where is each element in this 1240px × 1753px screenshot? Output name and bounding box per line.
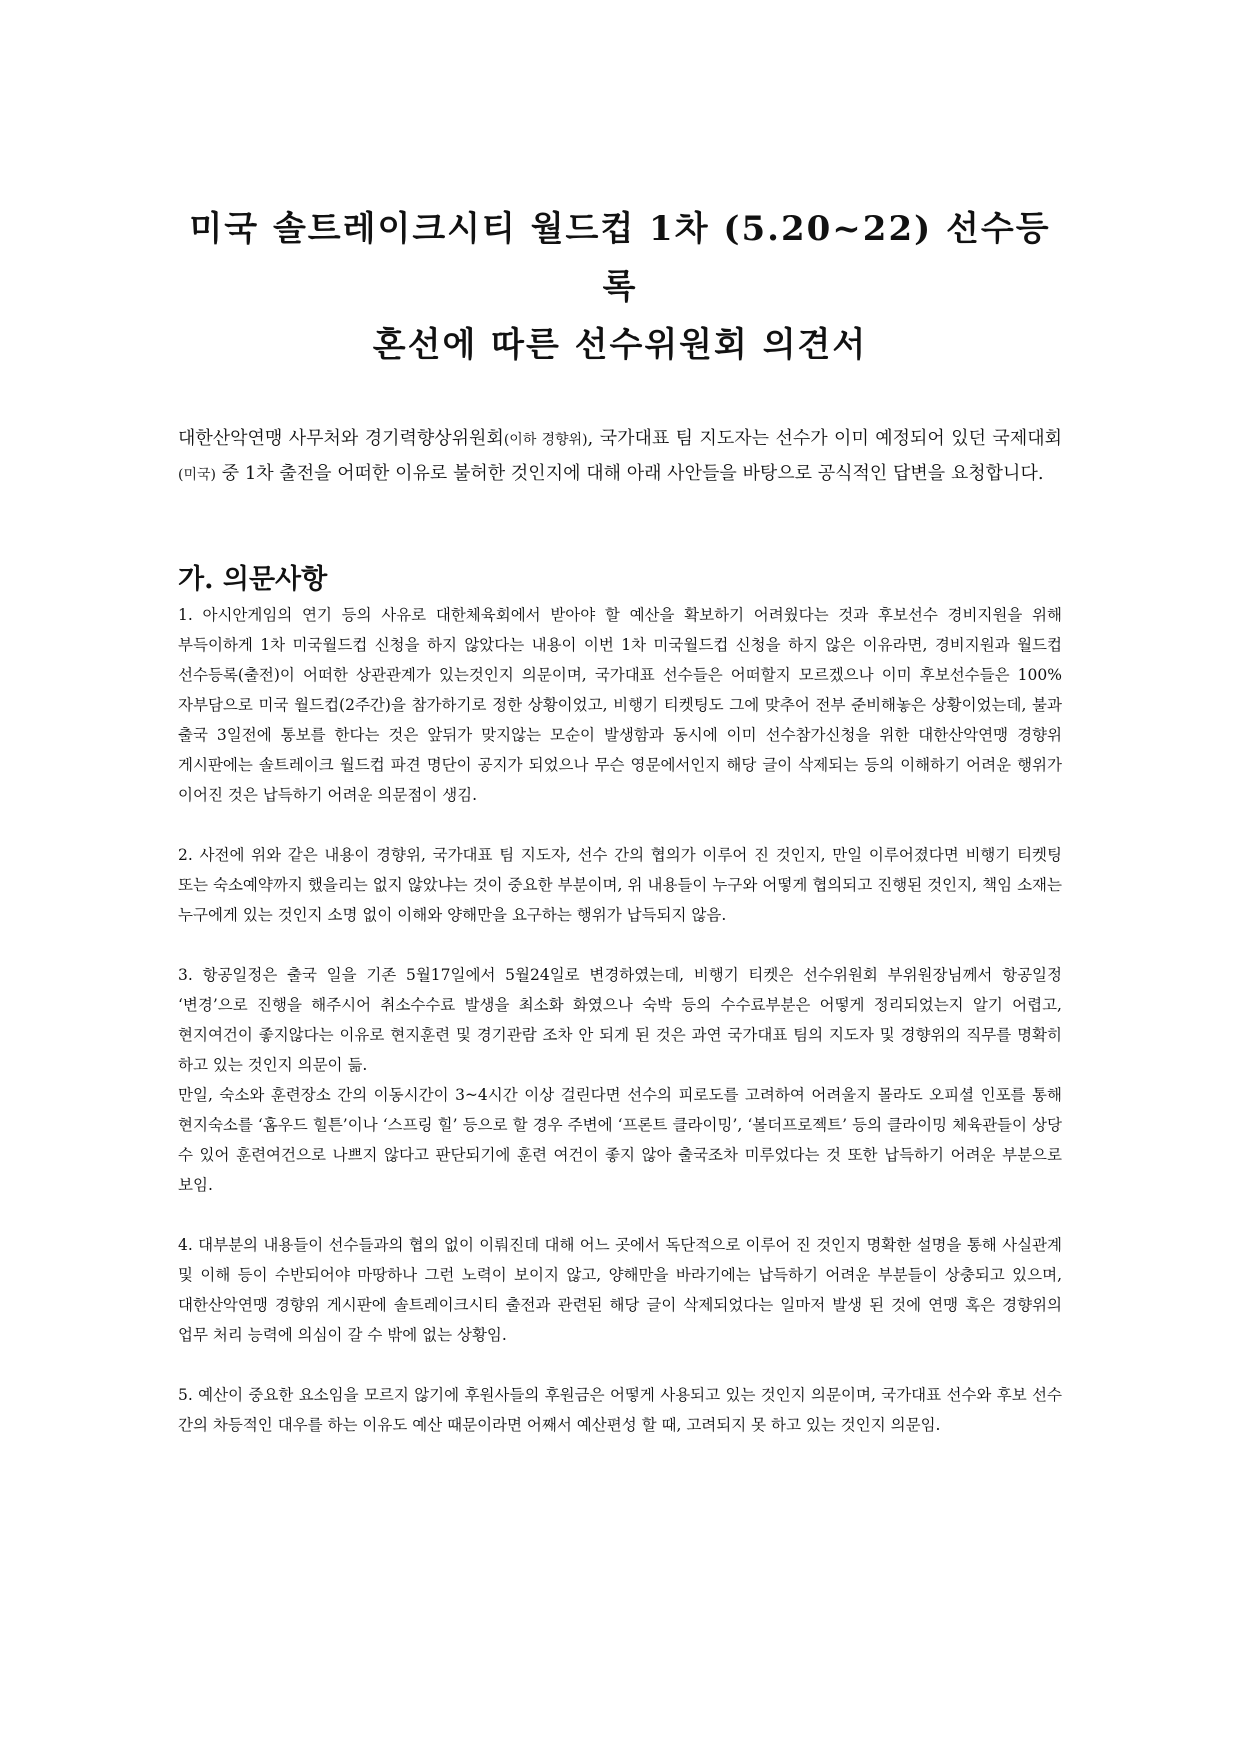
question-4-paragraph: 4. 대부분의 내용들이 선수들과의 협의 없이 이뤄진데 대해 어느 곳에서 독단적으로 이루어 진 것인지 명확한 설명을 통해 사실관계 및 이해 등이 수반되어야 마땅하나 그런 노력이 보이지 않고, 양해만을 바라기에는 납득하기 어려운 부분들이 상충되고 있으며, 대한산악연맹 경향위 게시판에 솔트레이크시티 출전과 관련된 해당 글이 삭제되었다는 일마저 발생 된 것에 연맹 혹은 경향위의 업무 처리 능력에 의심이 갈 수 밖에 없는 상황임. bbox=[178, 1236, 1062, 1344]
document-page bbox=[178, 200, 1062, 1440]
question-item-5 bbox=[178, 1380, 1062, 1440]
intro-country: (미국) bbox=[178, 467, 216, 483]
question-item-2 bbox=[178, 840, 1062, 930]
intro-text-2: , 국가대표 팀 지도자는 선수가 이미 예정되어 있던 국제대회 bbox=[587, 428, 1062, 449]
question-5-paragraph: 5. 예산이 중요한 요소임을 모르지 않기에 후원사들의 후원금은 어떻게 사용되고 있는 것인지 의문이며, 국가대표 선수와 후보 선수 간의 차등적인 대우를 하는 이유도 예산 때문이라면 어째서 예산편성 할 때, 고려되지 못 하고 있는 것인지 의문임. bbox=[178, 1386, 1062, 1434]
section-heading: 가. 의문사항 bbox=[178, 564, 328, 595]
question-list bbox=[178, 600, 1062, 1440]
intro-text-3: 중 1차 출전을 어떠한 이유로 불허한 것인지에 대해 아래 사안들을 바탕으로 공식적인 답변을 요청합니다. bbox=[215, 463, 1044, 484]
question-1-paragraph: 1. 아시안게임의 연기 등의 사유로 대한체육회에서 받아야 할 예산을 확보하기 어려웠다는 것과 후보선수 경비지원을 위해 부득이하게 1차 미국월드컵 신청을 하지 않았다는 내용이 이번 1차 미국월드컵 신청을 하지 않은 이유라면, 경비지원과 월드컵 선수등록(출전)이 어떠한 상관관계가 있는것인지 의문이며, 국가대표 선수들은 어떠할지 모르겠으나 이미 후보선수들은 100% 자부담으로 미국 월드컵(2주간)을 참가하기로 정한 상황이었고, 비행기 티켓팅도 그에 맞추어 전부 준비해놓은 상황이었는데, 불과 출국 3일전에 통보를 한다는 것은 앞뒤가 맞지않는 모순이 발생함과 동시에 이미 선수참가신청을 위한 대한산악연맹 경향위 게시판에는 솔트레이크 월드컵 파견 명단이 공지가 되었으나 무슨 영문에서인지 해당 글이 삭제되는 등의 이해하기 어려운 행위가 이어진 것은 납득하기 어려운 의문점이 생김. bbox=[178, 606, 1062, 804]
title-line-1: 미국 솔트레이크시티 월드컵 1차 (5.20~22) 선수등록 bbox=[189, 209, 1051, 307]
document-title bbox=[178, 200, 1062, 374]
title-line-2: 혼선에 따른 선수위원회 의견서 bbox=[372, 325, 868, 365]
question-item-4 bbox=[178, 1230, 1062, 1350]
intro-text-1: 대한산악연맹 사무처와 경기력향상위원회 bbox=[178, 428, 504, 449]
question-3-paragraph-1: 3. 항공일정은 출국 일을 기존 5월17일에서 5월24일로 변경하였는데, 비행기 티켓은 선수위원회 부위원장님께서 항공일정 ‘변경’으로 진행을 해주시어 취소수수료 발생을 최소화 화였으나 숙박 등의 수수료부분은 어떻게 정리되었는지 알기 어렵고, 현지여건이 좋지않다는 이유로 현지훈련 및 경기관람 조차 안 되게 된 것은 과연 국가대표 팀의 지도자 및 경향위의 직무를 명확히 하고 있는 것인지 의문이 듦. bbox=[178, 966, 1062, 1074]
question-3-paragraph-2: 만일, 숙소와 훈련장소 간의 이동시간이 3~4시간 이상 걸린다면 선수의 피로도를 고려하여 어려울지 몰라도 오피셜 인포를 통해 현지숙소를 ‘홈우드 힐튼’이나 ‘스프링 힐’ 등으로 할 경우 주변에 ‘프론트 클라이밍’, ‘볼더프로젝트’ 등의 클라이밍 체육관들이 상당 수 있어 훈련여건으로 나쁘지 않다고 판단되기에 훈련 여건이 좋지 않아 출국조차 미루었다는 것 또한 납득하기 어려운 부분으로 보임. bbox=[178, 1086, 1062, 1194]
intro-paragraph bbox=[178, 422, 1062, 492]
question-item-3 bbox=[178, 960, 1062, 1200]
intro-abbrev: (이하 경향위) bbox=[503, 432, 588, 448]
question-item-1 bbox=[178, 600, 1062, 810]
question-2-paragraph: 2. 사전에 위와 같은 내용이 경향위, 국가대표 팀 지도자, 선수 간의 협의가 이루어 진 것인지, 만일 이루어졌다면 비행기 티켓팅 또는 숙소예약까지 했을리는 없지 않았냐는 것이 중요한 부분이며, 위 내용들이 누구와 어떻게 협의되고 진행된 것인지, 책임 소재는 누구에게 있는 것인지 소명 없이 이해와 양해만을 요구하는 행위가 납득되지 않음. bbox=[178, 846, 1062, 924]
